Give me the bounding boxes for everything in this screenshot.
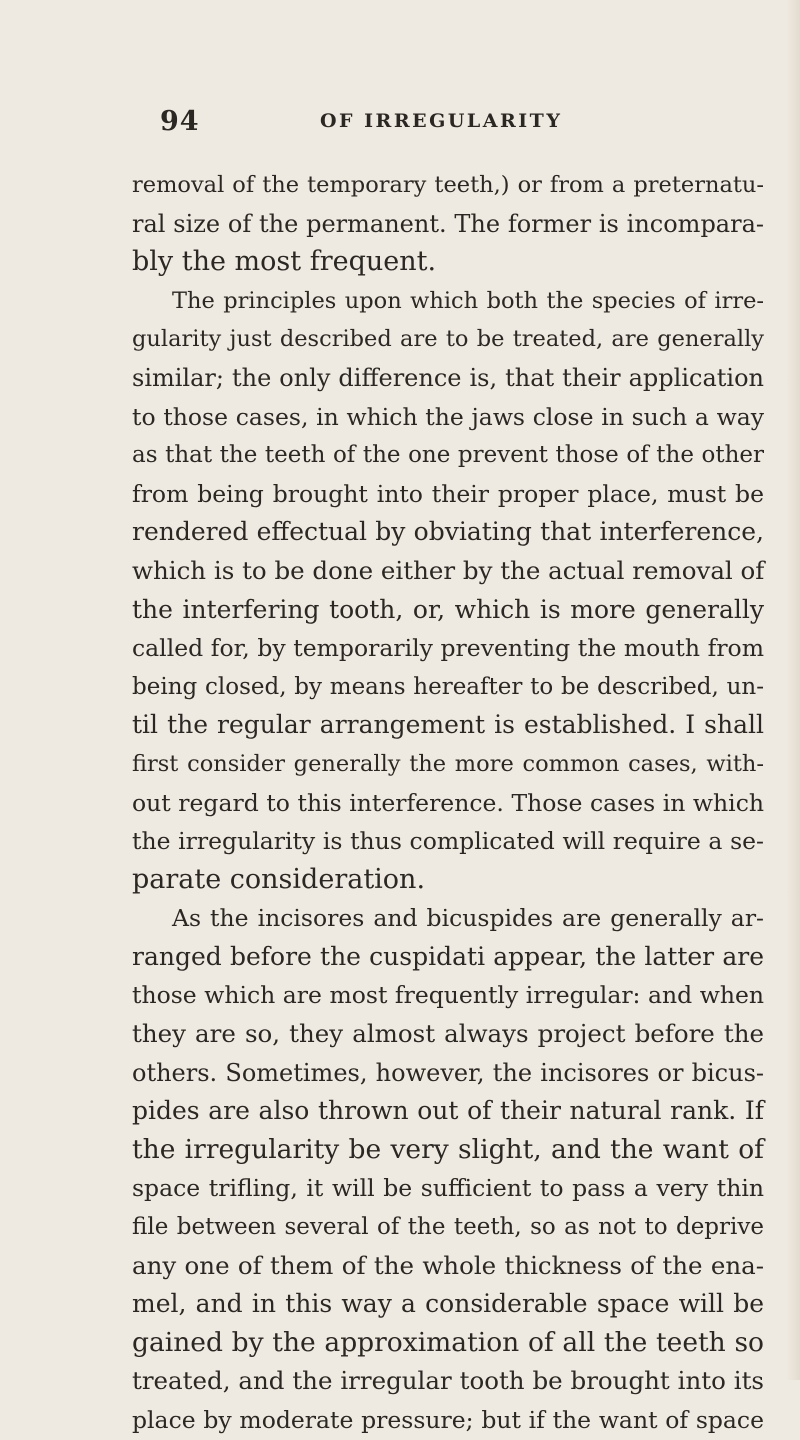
text-line: out regard to this interference. Those cases in which xyxy=(132,788,764,817)
text-line: mel, and in this way a considerable space will be xyxy=(132,1289,764,1319)
text-line: treated, and the irregular tooth be brought into its xyxy=(132,1366,764,1396)
text-line: they are so, they almost always project before the xyxy=(132,1019,764,1049)
text-line: called for, by temporarily preventing the mouth from xyxy=(132,634,764,663)
text-line: removal of the temporary teeth,) or from a preternatu- xyxy=(132,172,764,198)
text-line: similar; the only difference is, that their application xyxy=(132,363,764,392)
text-line: gularity just described are to be treated, are generally xyxy=(132,326,764,353)
body-text xyxy=(132,166,764,1440)
text-line: gained by the approximation of all the teeth so xyxy=(132,1326,764,1358)
running-head: OF IRREGULARITY xyxy=(320,110,563,132)
text-line: As the incisores and bicuspides are generally ar- xyxy=(172,904,764,933)
text-line: to those cases, in which the jaws close in such a way xyxy=(132,402,764,431)
text-line: others. Sometimes, however, the incisores or bicus- xyxy=(132,1058,764,1087)
text-line: the interfering tooth, or, which is more generally xyxy=(132,594,764,624)
text-line: space trifling, it will be sufficient to pass a very thin xyxy=(132,1174,764,1203)
text-line: pides are also thrown out of their natural rank. If xyxy=(132,1096,764,1126)
text-line: first consider generally the more common cases, with- xyxy=(132,750,764,777)
page-header xyxy=(160,106,680,142)
text-line: being closed, by means hereafter to be described, un- xyxy=(132,673,764,700)
text-line: til the regular arrangement is established. I shall xyxy=(132,710,764,740)
text-line: rendered effectual by obviating that interference, xyxy=(132,517,764,547)
text-line: ranged before the cuspidati appear, the latter are xyxy=(132,941,764,971)
text-line: from being brought into their proper place, must be xyxy=(132,479,764,508)
text-line: the irregularity be very slight, and the want of xyxy=(132,1133,764,1165)
text-line: place by moderate pressure; but if the want of space xyxy=(132,1406,764,1434)
text-line: bly the most frequent. xyxy=(132,246,437,278)
text-line: The principles upon which both the species of irre- xyxy=(172,287,764,314)
text-line: any one of them of the whole thickness of the ena- xyxy=(132,1250,764,1280)
text-line: file between several of the teeth, so as not to deprive xyxy=(132,1214,764,1241)
page-number: 94 xyxy=(160,106,200,137)
text-line: which is to be done either by the actual removal of xyxy=(132,555,765,585)
text-line: parate consideration. xyxy=(132,863,426,895)
text-line: ral size of the permanent. The former is incompara- xyxy=(132,209,764,238)
page-edge-shadow xyxy=(786,0,800,1380)
text-line: those which are most frequently irregular: and when xyxy=(132,981,764,1010)
text-line: as that the teeth of the one prevent those of the other xyxy=(132,442,764,469)
text-line: the irregularity is thus complicated will require a se- xyxy=(132,827,764,856)
